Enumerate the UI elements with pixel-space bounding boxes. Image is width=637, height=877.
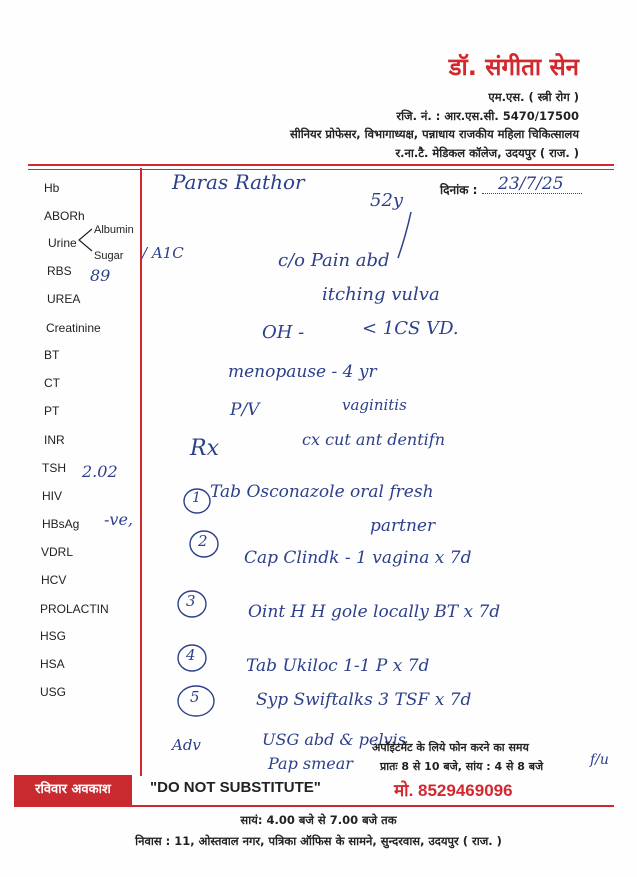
sugar-note: / A1C bbox=[142, 244, 184, 262]
rx-5-number: 5 bbox=[190, 688, 200, 706]
evening-hours: सायं: 4.00 बजे से 7.00 बजे तक bbox=[240, 813, 397, 827]
test-hsa: HSA bbox=[40, 657, 65, 671]
test-inr: INR bbox=[44, 433, 65, 447]
visit-date: 23/7/25 bbox=[498, 174, 564, 194]
test-usg: USG bbox=[40, 685, 67, 699]
test-rbs: RBS bbox=[47, 264, 72, 278]
hbsag-note: -ve, bbox=[104, 510, 133, 529]
residence-address: निवास : 11, ओस्तवाल नगर, पत्रिका ऑफिस के सामने, सुन्दरवास, उदयपुर ( राज. ) bbox=[135, 834, 502, 848]
mobile-number: मो. 8529469096 bbox=[394, 781, 513, 800]
test-albumin: Albumin bbox=[94, 224, 134, 236]
test-hsg: HSG bbox=[40, 629, 67, 643]
follow-up-note: f/u bbox=[590, 752, 609, 768]
doctor-name: डॉ. संगीता सेन bbox=[448, 53, 579, 81]
obstetric-history: OH - bbox=[262, 322, 305, 343]
test-vdrl: VDRL bbox=[41, 545, 74, 559]
test-hiv: HIV bbox=[42, 489, 63, 503]
test-pt: PT bbox=[44, 404, 60, 418]
test-ct: CT bbox=[44, 376, 60, 390]
test-hbsag: HBsAg bbox=[42, 517, 80, 531]
rx-3-text: Oint H H gole locally BT x 7d bbox=[248, 602, 501, 622]
test-aborh: ABORh bbox=[44, 209, 85, 223]
rbs-value: 89 bbox=[90, 266, 111, 285]
test-urine: Urine bbox=[48, 236, 77, 250]
college: र.ना.टै. मेडिकल कॉलेज, उदयपुर ( राज. ) bbox=[395, 146, 579, 160]
rx-3-number: 3 bbox=[186, 592, 196, 610]
age-stroke bbox=[395, 210, 415, 260]
sunday-closed-badge: रविवार अवकाश bbox=[14, 775, 132, 805]
rx-4-number: 4 bbox=[186, 646, 196, 664]
header-rule bbox=[28, 164, 614, 166]
test-prolactin: PROLACTIN bbox=[40, 602, 109, 616]
test-hcv: HCV bbox=[41, 573, 67, 587]
menopause-note: menopause - 4 yr bbox=[228, 362, 377, 382]
rx-2-number: 2 bbox=[198, 532, 208, 550]
advice-note: USG abd & pelvis bbox=[262, 730, 406, 749]
rx-1-text: Tab Osconazole oral fresh bbox=[210, 482, 434, 502]
appointment-note: अपॉइंटमेंट के लिये फोन करने का समय bbox=[372, 741, 529, 754]
test-hb: Hb bbox=[44, 181, 60, 195]
patient-name: Paras Rathor bbox=[172, 170, 305, 194]
footer-rule bbox=[14, 805, 614, 807]
date-label: दिनांक : bbox=[440, 183, 478, 197]
rx-2-text: Cap Clindk - 1 vagina x 7d bbox=[244, 548, 472, 568]
registration-number: रजि. नं. : आर.एस.सी. 5470/17500 bbox=[396, 109, 579, 123]
test-sugar: Sugar bbox=[94, 250, 124, 262]
pv-note: vaginitis bbox=[342, 396, 407, 414]
urine-bracket bbox=[77, 228, 93, 252]
complaint-line-1: c/o Pain abd bbox=[278, 250, 390, 271]
rx-symbol: Rx bbox=[190, 436, 219, 461]
rx-1-number: 1 bbox=[192, 490, 201, 506]
test-tsh: TSH bbox=[42, 461, 66, 475]
test-urea: UREA bbox=[47, 292, 81, 306]
cx-note: cx cut ant dentifn bbox=[302, 430, 445, 449]
advice-note-2: Pap smear bbox=[268, 754, 353, 773]
rx-5-text: Syp Swiftalks 3 TSF x 7d bbox=[256, 690, 472, 710]
tsh-value: 2.02 bbox=[82, 462, 118, 481]
test-bt: BT bbox=[44, 348, 60, 362]
test-creatinine: Creatinine bbox=[46, 321, 101, 335]
patient-age: 52y bbox=[370, 190, 404, 211]
pv-label: P/V bbox=[230, 400, 260, 420]
obstetric-history-note: < 1CS VD. bbox=[362, 318, 459, 339]
designation: सीनियर प्रोफेसर, विभागाध्यक्ष, पन्नाधाय राजकीय महिला चिकित्सालय bbox=[289, 127, 579, 141]
qualification: एम.एस. ( स्त्री रोग ) bbox=[488, 90, 579, 104]
header-rule-thin bbox=[28, 169, 614, 170]
rx-1-text-2: partner bbox=[370, 516, 436, 536]
advice-label: Adv bbox=[172, 736, 201, 754]
complaint-line-2: itching vulva bbox=[322, 284, 440, 305]
appointment-hours: प्रातः 8 से 10 बजे, सांय : 4 से 8 बजे bbox=[380, 760, 544, 773]
do-not-substitute: "DO NOT SUBSTITUTE" bbox=[150, 779, 321, 796]
rx-4-text: Tab Ukiloc 1-1 P x 7d bbox=[246, 656, 430, 676]
